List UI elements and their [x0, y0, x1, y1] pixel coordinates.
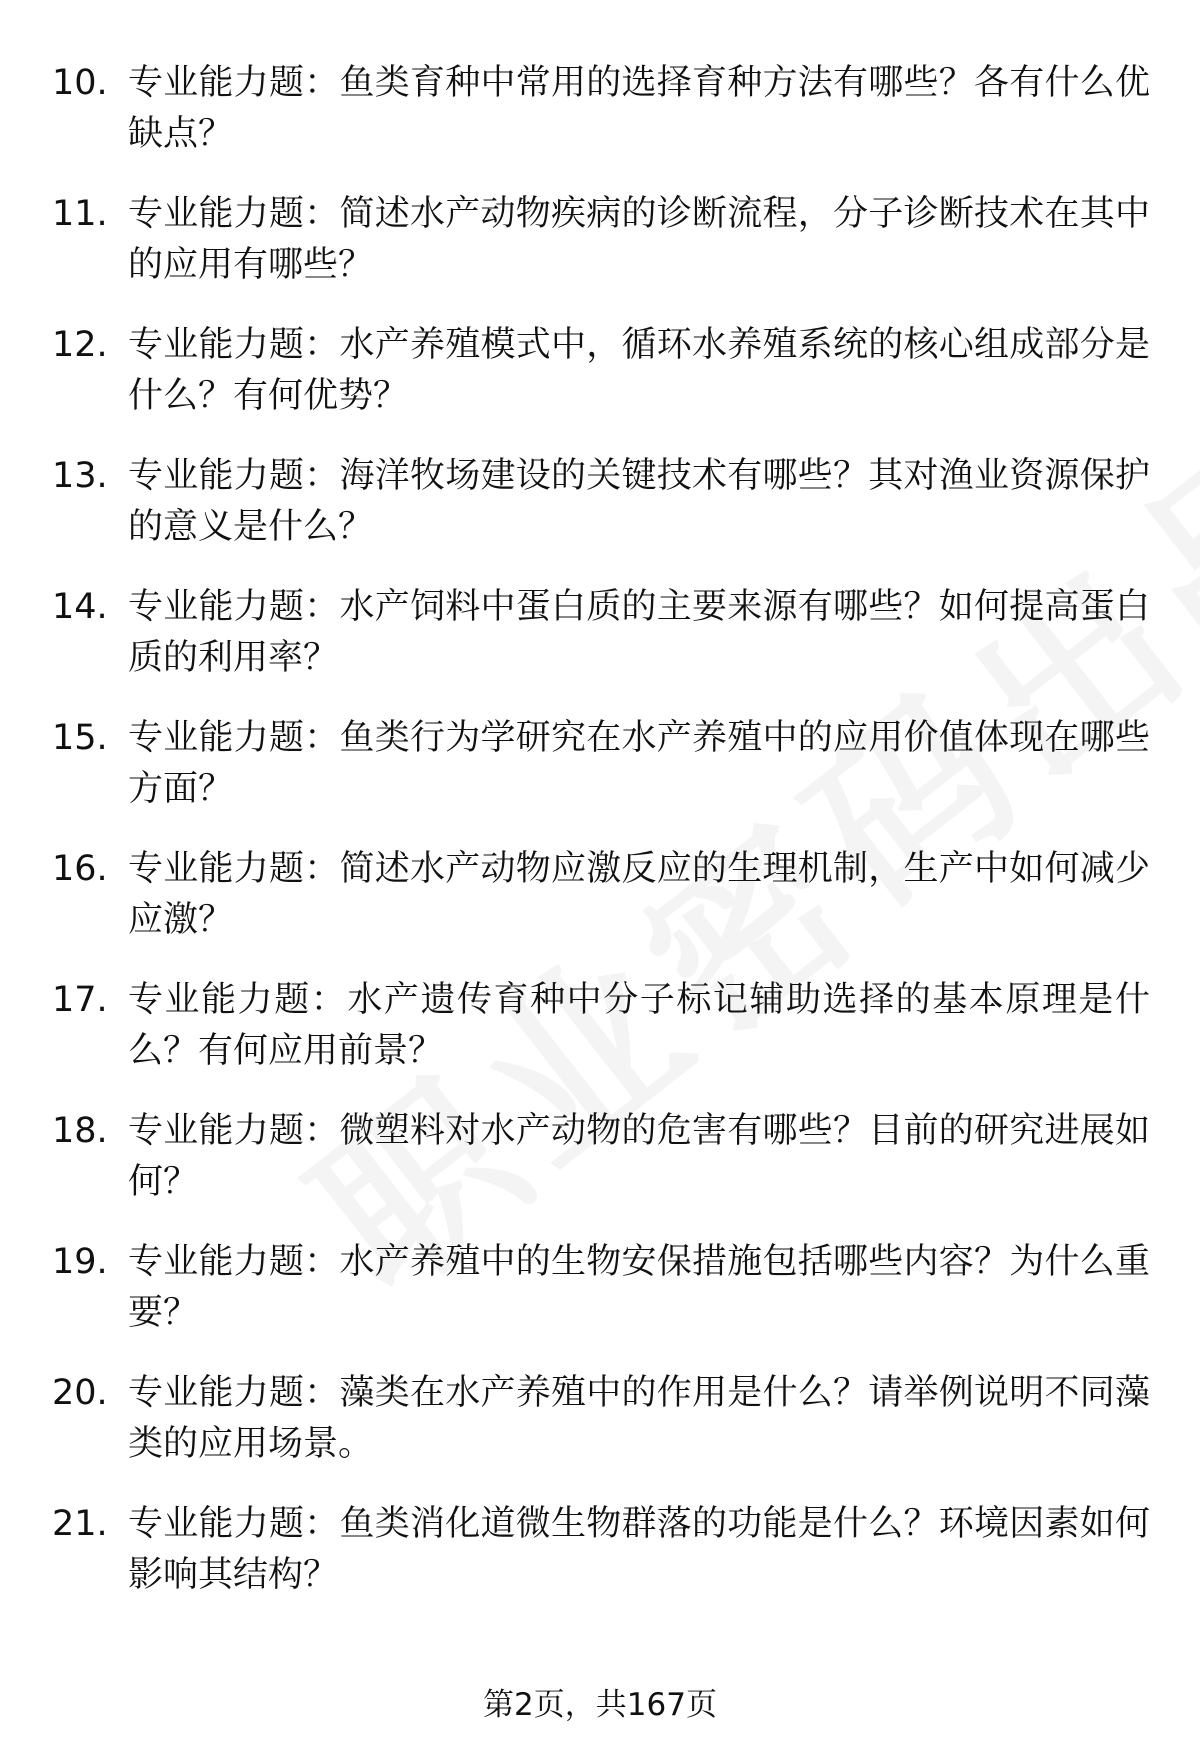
question-number: 15. [52, 718, 108, 758]
question-text: 专业能力题：藻类在水产养殖中的作用是什么？请举例说明不同藻类的应用场景。 [128, 1373, 1150, 1464]
question-text: 专业能力题：水产养殖中的生物安保措施包括哪些内容？为什么重要？ [128, 1242, 1150, 1333]
question-number: 20. [52, 1373, 108, 1413]
question-list [52, 58, 1150, 1630]
question-text: 专业能力题：水产遗传育种中分子标记辅助选择的基本原理是什么？有何应用前景？ [128, 980, 1150, 1071]
question-item-16 [52, 844, 1150, 975]
question-item-15 [52, 713, 1150, 844]
question-item-12 [52, 320, 1150, 451]
question-text: 专业能力题：鱼类消化道微生物群落的功能是什么？环境因素如何影响其结构？ [128, 1504, 1150, 1595]
question-text: 专业能力题：简述水产动物疾病的诊断流程，分子诊断技术在其中的应用有哪些？ [128, 194, 1150, 285]
question-item-19 [52, 1237, 1150, 1368]
question-item-14 [52, 582, 1150, 713]
question-number: 11. [52, 194, 108, 234]
question-number: 13. [52, 456, 108, 496]
question-item-10 [52, 58, 1150, 189]
question-number: 12. [52, 325, 108, 365]
question-text: 专业能力题：微塑料对水产动物的危害有哪些？目前的研究进展如何？ [128, 1111, 1150, 1202]
question-text: 专业能力题：鱼类育种中常用的选择育种方法有哪些？各有什么优缺点？ [128, 63, 1150, 154]
question-text: 专业能力题：水产饲料中蛋白质的主要来源有哪些？如何提高蛋白质的利用率？ [128, 587, 1150, 678]
question-text: 专业能力题：水产养殖模式中，循环水养殖系统的核心组成部分是什么？有何优势？ [128, 325, 1150, 416]
question-number: 16. [52, 849, 108, 889]
question-item-11 [52, 189, 1150, 320]
page-footer: 第2页，共167页 [483, 1687, 717, 1723]
question-item-20 [52, 1368, 1150, 1499]
question-item-13 [52, 451, 1150, 582]
question-item-21 [52, 1499, 1150, 1630]
question-text: 专业能力题：简述水产动物应激反应的生理机制，生产中如何减少应激？ [128, 849, 1150, 940]
question-text: 专业能力题：鱼类行为学研究在水产养殖中的应用价值体现在哪些方面？ [128, 718, 1150, 809]
question-number: 17. [52, 980, 108, 1020]
question-number: 14. [52, 587, 108, 627]
question-item-17 [52, 975, 1150, 1106]
question-number: 21. [52, 1504, 108, 1544]
question-number: 19. [52, 1242, 108, 1282]
question-text: 专业能力题：海洋牧场建设的关键技术有哪些？其对渔业资源保护的意义是什么？ [128, 456, 1150, 547]
question-item-18 [52, 1106, 1150, 1237]
question-number: 10. [52, 63, 108, 103]
question-number: 18. [52, 1111, 108, 1151]
